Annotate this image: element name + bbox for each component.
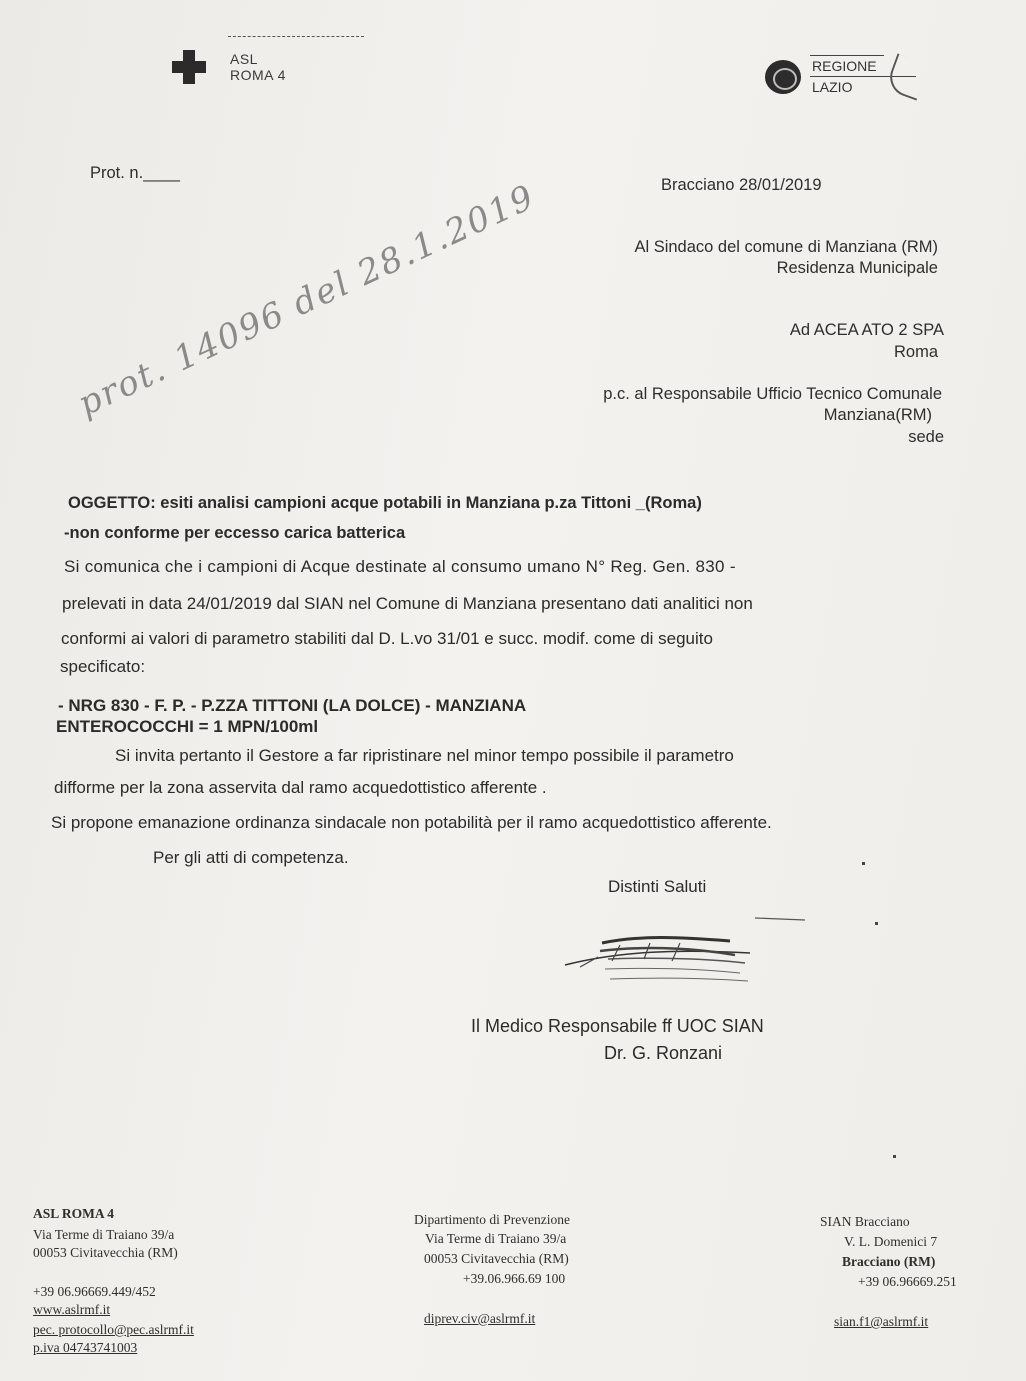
asl-logo-label: ASL — [230, 51, 258, 67]
subject-line-continued: -non conforme per eccesso carica batterica — [64, 524, 406, 542]
recipient-mayor-office: Residenza Municipale — [776, 259, 938, 277]
scan-speck — [893, 1155, 896, 1158]
recipient-acea-city: Roma — [893, 343, 938, 361]
body-paragraph-line: prelevati in data 24/01/2019 dal SIAN nel Comune di Manziana presentano dati analitici non — [62, 594, 753, 613]
regione-logo-sublabel: LAZIO — [812, 79, 853, 95]
footer-asl-title: ASL ROMA 4 — [33, 1206, 115, 1221]
footer-sian-email-link[interactable]: sian.f1@aslrmf.it — [834, 1314, 929, 1329]
regione-logo-arc — [885, 53, 930, 100]
asl-logo-sublabel: ROMA 4 — [230, 67, 286, 83]
footer-asl-city: 00053 Civitavecchia (RM) — [33, 1245, 178, 1260]
handwritten-protocol-note: prot. 14096 del 28.1.2019 — [72, 176, 542, 425]
scan-speck — [862, 862, 865, 865]
scan-speck — [875, 922, 878, 925]
body-paragraph-line: Si propone emanazione ordinanza sindacale non potabilità per il ramo acquedottistico afferente. — [51, 813, 772, 832]
footer-sian-title: SIAN Bracciano — [820, 1214, 910, 1229]
regione-lazio-emblem-icon — [765, 60, 801, 94]
subject-line: OGGETTO: esiti analisi campioni acque potabili in Manziana p.za Tittoni _(Roma) — [68, 494, 702, 512]
recipient-acea: Ad ACEA ATO 2 SPA — [789, 321, 944, 339]
letter-date: Bracciano 28/01/2019 — [661, 176, 822, 194]
protocol-number-label: Prot. n.____ — [90, 164, 180, 182]
footer-asl-phone: +39 06.96669.449/452 — [33, 1284, 156, 1299]
recipient-tech-office-city: Manziana(RM) — [823, 406, 932, 424]
footer-sian-city: Bracciano (RM) — [842, 1254, 936, 1269]
footer-department-phone: +39.06.966.69 100 — [463, 1271, 566, 1286]
logo-decoration-line — [228, 36, 364, 40]
regione-logo-label: REGIONE — [812, 58, 877, 74]
footer-department-email-link[interactable]: diprev.civ@aslrmf.it — [424, 1311, 536, 1326]
non-conforming-parameter: ENTEROCOCCHI = 1 MPN/100ml — [56, 717, 319, 736]
regione-logo-rule — [810, 55, 884, 56]
recipient-tech-office: p.c. al Responsabile Ufficio Tecnico Comunale — [603, 385, 942, 403]
footer-department-title: Dipartimento di Prevenzione — [414, 1212, 570, 1227]
recipient-tech-office-seat: sede — [908, 428, 944, 446]
footer-sian-address: V. L. Domenici 7 — [844, 1234, 938, 1249]
closing-greeting: Distinti Saluti — [608, 877, 707, 896]
footer-asl-address: Via Terme di Traiano 39/a — [33, 1227, 175, 1242]
recipient-mayor: Al Sindaco del comune di Manziana (RM) — [634, 238, 938, 256]
body-paragraph-line: conformi ai valori di parametro stabiliti dal D. L.vo 31/01 e succ. modif. come di seguito — [61, 629, 713, 648]
footer-department-address: Via Terme di Traiano 39/a — [425, 1231, 567, 1246]
body-paragraph-line: difforme per la zona asservita dal ramo acquedottistico afferente . — [54, 778, 547, 797]
signer-name: Dr. G. Ronzani — [604, 1043, 723, 1063]
non-conforming-sample: - NRG 830 - F. P. - P.ZZA TITTONI (LA DOLCE) - MANZIANA — [58, 696, 527, 715]
footer-asl-vat: p.iva 04743741003 — [33, 1340, 138, 1355]
footer-department-city: 00053 Civitavecchia (RM) — [424, 1251, 569, 1266]
footer-sian-phone: +39 06.96669.251 — [858, 1274, 957, 1289]
footer-asl-pec-link[interactable]: pec. protocollo@pec.aslrmf.it — [33, 1322, 194, 1337]
footer-asl-website-link[interactable]: www.aslrmf.it — [33, 1302, 111, 1317]
body-paragraph-line: Si comunica che i campioni di Acque destinate al consumo umano N° Reg. Gen. 830 - — [64, 557, 736, 576]
body-paragraph-line: specificato: — [60, 657, 146, 676]
body-paragraph-line: Per gli atti di competenza. — [153, 848, 349, 867]
signer-title: Il Medico Responsabile ff UOC SIAN — [471, 1016, 764, 1036]
body-paragraph-line: Si invita pertanto il Gestore a far ripristinare nel minor tempo possibile il parametro — [115, 746, 734, 765]
signature-stamp — [560, 915, 810, 995]
